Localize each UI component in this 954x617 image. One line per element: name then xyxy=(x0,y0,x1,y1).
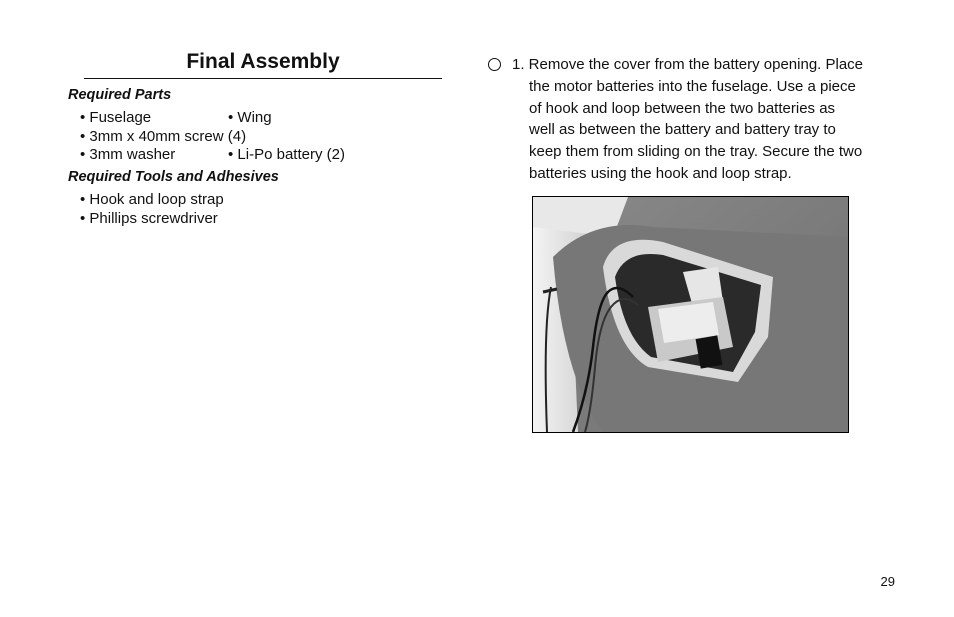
step-1-line: of hook and loop between the two batteries as xyxy=(529,99,836,117)
page-number: 29 xyxy=(880,574,895,589)
step-1-line: 1. Remove the cover from the battery opening. Place xyxy=(512,56,864,73)
page-title: Final Assembly xyxy=(84,50,442,79)
step-1-line: keep them from sliding on the tray. Secure the two xyxy=(529,143,863,161)
required-parts-heading: Required Parts xyxy=(68,87,172,103)
step-1 xyxy=(490,54,870,185)
step-1-line: the motor batteries into the fuselage. Use a piece xyxy=(529,77,856,95)
part-item-fuselage: • Fuselage xyxy=(80,109,152,126)
step-1-line: batteries using the hook and loop strap. xyxy=(529,164,792,182)
part-item-wing: • Wing xyxy=(228,109,272,126)
battery-photo xyxy=(532,196,849,433)
required-tools-heading: Required Tools and Adhesives xyxy=(68,169,279,185)
part-item-screw: • 3mm x 40mm screw (4) xyxy=(80,128,247,145)
tool-item-screwdriver: • Phillips screwdriver xyxy=(80,210,218,227)
part-item-battery: • Li-Po battery (2) xyxy=(228,146,345,163)
step-1-line: well as between the battery and battery tray to xyxy=(529,121,836,139)
step-checkbox[interactable] xyxy=(488,58,501,71)
part-item-washer: • 3mm washer xyxy=(80,146,176,163)
step-1-text xyxy=(512,54,870,185)
tool-item-strap: • Hook and loop strap xyxy=(80,191,224,208)
battery-photo-illustration xyxy=(533,197,848,432)
